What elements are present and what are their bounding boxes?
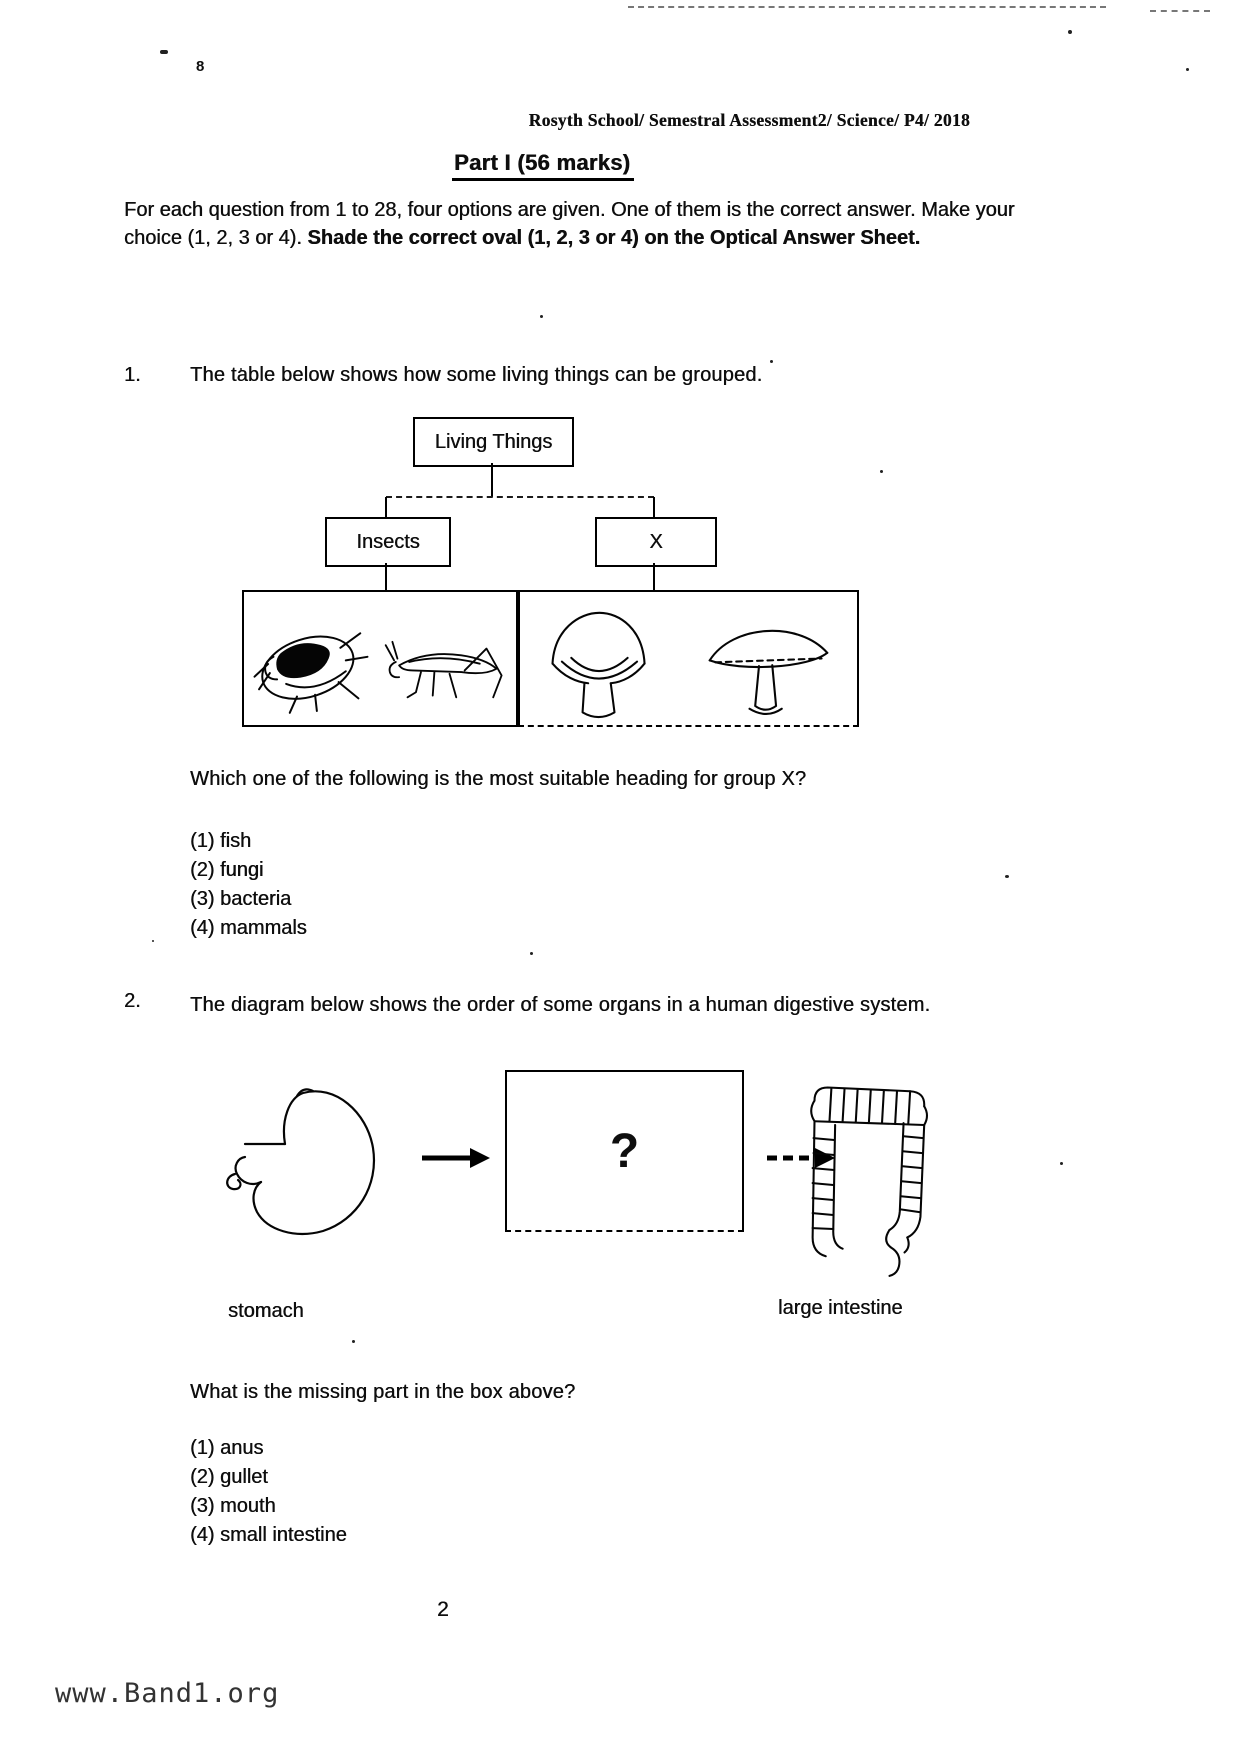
large-intestine-label: large intestine [778, 1297, 903, 1319]
tree-right-label: X [649, 530, 663, 553]
tree-connector-line [491, 463, 493, 497]
tree-right-box [595, 517, 717, 567]
tree-connector-line [385, 497, 387, 517]
question-mark: ? [609, 1124, 640, 1178]
arrow-right-icon [420, 1146, 492, 1170]
instructions-normal: For each question from 1 to 28, four options are given. One of them is the correct answer. Make your choice (1, 2, 3 or 4). [124, 199, 1015, 250]
section-title: Part I (56 marks) [452, 150, 634, 181]
scan-speck [540, 315, 543, 318]
cockroach-drawing [250, 613, 372, 725]
q1-option-1: (1) fish [190, 830, 252, 852]
group-x-picture-box [518, 590, 859, 727]
stomach-label: stomach [228, 1300, 304, 1322]
exam-header: Rosyth School/ Semestral Assessment2/ Science/ P4/ 2018 [528, 110, 970, 130]
q2-option-1: (1) anus [190, 1437, 264, 1459]
question-1-text: The table below shows how some living things can be grouped. [190, 364, 763, 386]
scan-speck [770, 360, 773, 363]
question-2-prompt: What is the missing part in the box above? [190, 1381, 576, 1403]
mushroom-drawing-1 [545, 603, 653, 725]
large-intestine-drawing [792, 1072, 942, 1282]
question-1-number: 1. [124, 364, 141, 386]
tree-root-label: Living Things [434, 430, 553, 453]
instructions-paragraph [124, 196, 1019, 253]
page-number: 2 [437, 1598, 449, 1621]
stomach-drawing [205, 1078, 395, 1243]
question-2-text: The diagram below shows the order of some organs in a human digestive system. [190, 994, 931, 1016]
missing-organ-box [505, 1070, 744, 1232]
scan-mark [160, 50, 168, 54]
scan-speck [1005, 875, 1009, 878]
tree-connector-line [653, 497, 655, 517]
tree-left-box [325, 517, 451, 567]
question-2-number: 2. [124, 990, 141, 1012]
scan-artifact-dash [628, 6, 1106, 8]
mushroom-drawing-2 [704, 611, 832, 725]
corner-mark: 8 [196, 58, 205, 75]
tree-root-box [413, 417, 574, 467]
question-1-prompt: Which one of the following is the most suitable heading for group X? [190, 768, 807, 790]
tree-left-label: Insects [356, 530, 420, 553]
watermark-url: www.Band1.org [55, 1678, 280, 1709]
q1-option-2: (2) fungi [190, 859, 264, 881]
scan-speck [352, 1340, 355, 1343]
q2-option-4: (4) small intestine [190, 1524, 347, 1546]
scan-speck [880, 470, 883, 473]
scan-speck [530, 952, 533, 955]
tree-connector-line [653, 563, 655, 590]
insects-picture-box [242, 590, 518, 727]
scan-speck [1186, 68, 1189, 71]
grasshopper-drawing [384, 615, 510, 725]
q2-option-2: (2) gullet [190, 1466, 268, 1488]
tree-connector-line [385, 563, 387, 590]
instructions-bold: Shade the correct oval (1, 2, 3 or 4) on the Optical Answer Sheet. [307, 227, 921, 250]
scan-speck [1068, 30, 1072, 34]
scan-artifact-dash [1150, 10, 1210, 12]
scan-speck [152, 940, 154, 942]
q1-option-4: (4) mammals [190, 917, 307, 939]
scan-speck [1060, 1162, 1063, 1165]
q1-option-3: (3) bacteria [190, 888, 292, 910]
tree-branch-line [386, 496, 654, 498]
q2-option-3: (3) mouth [190, 1495, 276, 1517]
